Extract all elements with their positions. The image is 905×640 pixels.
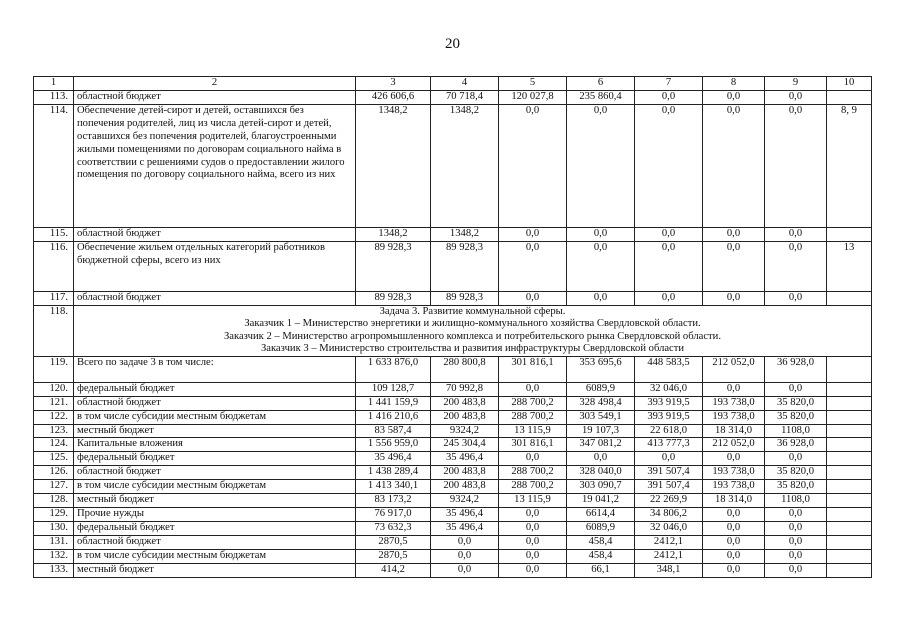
value-cell: 0,0	[499, 521, 567, 535]
table-row	[34, 452, 872, 466]
row-number: 133.	[34, 563, 74, 577]
header-cell: 4	[431, 77, 499, 91]
header-cell: 8	[703, 77, 765, 91]
value-cell: 0,0	[567, 241, 635, 291]
value-cell: 35 496,4	[431, 508, 499, 522]
value-cell: 0,0	[567, 291, 635, 305]
value-cell	[827, 396, 872, 410]
value-cell: 301 816,1	[499, 356, 567, 382]
value-cell	[827, 494, 872, 508]
value-cell: 0,0	[431, 563, 499, 577]
value-cell: 83 173,2	[356, 494, 431, 508]
value-cell: 19 041,2	[567, 494, 635, 508]
header-cell: 6	[567, 77, 635, 91]
table-row	[34, 104, 872, 227]
row-number: 126.	[34, 466, 74, 480]
row-label: областной бюджет	[74, 227, 356, 241]
value-cell: 0,0	[499, 227, 567, 241]
row-number: 115.	[34, 227, 74, 241]
table-row	[34, 521, 872, 535]
value-cell: 32 046,0	[635, 382, 703, 396]
value-cell: 414,2	[356, 563, 431, 577]
value-cell	[827, 563, 872, 577]
value-cell: 66,1	[567, 563, 635, 577]
value-cell: 0,0	[703, 452, 765, 466]
value-cell	[827, 227, 872, 241]
value-cell: 32 046,0	[635, 521, 703, 535]
value-cell: 0,0	[635, 291, 703, 305]
value-cell: 1 633 876,0	[356, 356, 431, 382]
value-cell: 0,0	[499, 535, 567, 549]
value-cell: 1348,2	[356, 227, 431, 241]
value-cell: 0,0	[635, 241, 703, 291]
value-cell: 0,0	[765, 227, 827, 241]
value-cell: 212 052,0	[703, 356, 765, 382]
row-label: областной бюджет	[74, 535, 356, 549]
table-row	[34, 291, 872, 305]
value-cell: 1 441 159,9	[356, 396, 431, 410]
row-number: 125.	[34, 452, 74, 466]
value-cell: 0,0	[765, 90, 827, 104]
value-cell: 35 496,4	[431, 452, 499, 466]
value-cell: 448 583,5	[635, 356, 703, 382]
value-cell: 120 027,8	[499, 90, 567, 104]
row-number: 128.	[34, 494, 74, 508]
value-cell: 0,0	[635, 452, 703, 466]
task-row	[34, 305, 872, 356]
value-cell: 1108,0	[765, 494, 827, 508]
value-cell: 0,0	[703, 227, 765, 241]
value-cell: 0,0	[499, 104, 567, 227]
task-line: Заказчик 3 – Министерство строительства и развития инфраструктуры Свердловской области	[260, 343, 685, 355]
row-label: областной бюджет	[74, 466, 356, 480]
header-cell: 9	[765, 77, 827, 91]
value-cell: 0,0	[499, 508, 567, 522]
value-cell: 391 507,4	[635, 466, 703, 480]
value-cell	[827, 508, 872, 522]
value-cell: 0,0	[567, 227, 635, 241]
value-cell: 0,0	[703, 104, 765, 227]
value-cell: 328 498,4	[567, 396, 635, 410]
table-row	[34, 535, 872, 549]
value-cell: 35 496,4	[431, 521, 499, 535]
row-label: местный бюджет	[74, 424, 356, 438]
value-cell: 2412,1	[635, 535, 703, 549]
table-row	[34, 480, 872, 494]
value-cell: 0,0	[499, 241, 567, 291]
row-number: 114.	[34, 104, 74, 227]
budget-table	[33, 76, 872, 578]
row-number: 127.	[34, 480, 74, 494]
value-cell: 0,0	[499, 549, 567, 563]
task-line: Заказчик 2 – Министерство агропромышленного комплекса и потребительского рынка Свердловской области.	[223, 330, 721, 342]
row-number: 121.	[34, 396, 74, 410]
value-cell: 89 928,3	[431, 291, 499, 305]
header-cell: 10	[827, 77, 872, 91]
value-cell: 34 806,2	[635, 508, 703, 522]
task-line: Заказчик 1 – Министерство энергетики и жилищно-коммунального хозяйства Свердловской области.	[244, 318, 701, 330]
value-cell: 0,0	[765, 452, 827, 466]
value-cell: 0,0	[703, 549, 765, 563]
table-row	[34, 356, 872, 382]
value-cell: 76 917,0	[356, 508, 431, 522]
page-number: 20	[445, 36, 460, 52]
row-number: 119.	[34, 356, 74, 382]
value-cell: 245 304,4	[431, 438, 499, 452]
value-cell: 288 700,2	[499, 480, 567, 494]
value-cell: 0,0	[703, 241, 765, 291]
value-cell: 89 928,3	[431, 241, 499, 291]
value-cell: 0,0	[499, 563, 567, 577]
value-cell: 36 928,0	[765, 356, 827, 382]
value-cell: 13 115,9	[499, 494, 567, 508]
value-cell: 280 800,8	[431, 356, 499, 382]
value-cell: 9324,2	[431, 494, 499, 508]
value-cell: 6089,9	[567, 521, 635, 535]
value-cell	[827, 90, 872, 104]
value-cell: 109 128,7	[356, 382, 431, 396]
value-cell: 0,0	[703, 521, 765, 535]
value-cell: 0,0	[765, 521, 827, 535]
value-cell: 413 777,3	[635, 438, 703, 452]
value-cell: 458,4	[567, 535, 635, 549]
row-label: местный бюджет	[74, 563, 356, 577]
header-cell: 1	[34, 77, 74, 91]
value-cell	[827, 480, 872, 494]
value-cell: 301 816,1	[499, 438, 567, 452]
value-cell: 35 820,0	[765, 480, 827, 494]
value-cell: 0,0	[431, 535, 499, 549]
table-row	[34, 508, 872, 522]
row-label: федеральный бюджет	[74, 521, 356, 535]
value-cell: 73 632,3	[356, 521, 431, 535]
value-cell: 1108,0	[765, 424, 827, 438]
table-row	[34, 438, 872, 452]
row-number: 124.	[34, 438, 74, 452]
value-cell: 353 695,6	[567, 356, 635, 382]
header-cell: 7	[635, 77, 703, 91]
value-cell	[827, 291, 872, 305]
row-number: 130.	[34, 521, 74, 535]
task-description	[74, 305, 872, 356]
value-cell: 70 992,8	[431, 382, 499, 396]
value-cell	[827, 535, 872, 549]
row-label: федеральный бюджет	[74, 452, 356, 466]
value-cell: 0,0	[567, 104, 635, 227]
value-cell: 0,0	[431, 549, 499, 563]
value-cell: 22 269,9	[635, 494, 703, 508]
value-cell	[827, 356, 872, 382]
value-cell: 9324,2	[431, 424, 499, 438]
row-label: областной бюджет	[74, 396, 356, 410]
row-label: Всего по задаче 3 в том числе:	[74, 356, 356, 382]
value-cell: 0,0	[703, 90, 765, 104]
value-cell: 393 919,5	[635, 396, 703, 410]
header-row	[34, 77, 872, 91]
row-label: Капитальные вложения	[74, 438, 356, 452]
value-cell: 0,0	[765, 241, 827, 291]
value-cell: 193 738,0	[703, 480, 765, 494]
value-cell: 1348,2	[431, 227, 499, 241]
value-cell: 13 115,9	[499, 424, 567, 438]
row-label: местный бюджет	[74, 494, 356, 508]
row-label: Прочие нужды	[74, 508, 356, 522]
value-cell: 0,0	[499, 452, 567, 466]
value-cell: 235 860,4	[567, 90, 635, 104]
row-number: 117.	[34, 291, 74, 305]
value-cell: 0,0	[635, 104, 703, 227]
value-cell: 35 820,0	[765, 396, 827, 410]
value-cell: 22 618,0	[635, 424, 703, 438]
value-cell: 426 606,6	[356, 90, 431, 104]
value-cell: 2412,1	[635, 549, 703, 563]
value-cell: 18 314,0	[703, 424, 765, 438]
task-line: Задача 3. Развитие коммунальной сферы.	[379, 305, 566, 317]
value-cell: 0,0	[499, 382, 567, 396]
value-cell: 0,0	[703, 382, 765, 396]
value-cell	[827, 466, 872, 480]
value-cell: 1348,2	[431, 104, 499, 227]
value-cell: 288 700,2	[499, 396, 567, 410]
value-cell	[827, 424, 872, 438]
value-cell: 288 700,2	[499, 410, 567, 424]
value-cell: 0,0	[765, 535, 827, 549]
value-cell: 200 483,8	[431, 396, 499, 410]
value-cell: 0,0	[703, 291, 765, 305]
value-cell	[827, 452, 872, 466]
value-cell: 1348,2	[356, 104, 431, 227]
value-cell: 18 314,0	[703, 494, 765, 508]
table-row	[34, 466, 872, 480]
value-cell: 0,0	[765, 104, 827, 227]
row-label: в том числе субсидии местным бюджетам	[74, 480, 356, 494]
value-cell: 2870,5	[356, 535, 431, 549]
row-label: в том числе субсидии местным бюджетам	[74, 549, 356, 563]
value-cell: 35 496,4	[356, 452, 431, 466]
value-cell: 0,0	[765, 291, 827, 305]
value-cell: 0,0	[635, 227, 703, 241]
value-cell: 6089,9	[567, 382, 635, 396]
value-cell: 458,4	[567, 549, 635, 563]
value-cell: 0,0	[765, 508, 827, 522]
table-row	[34, 227, 872, 241]
row-label: областной бюджет	[74, 90, 356, 104]
value-cell: 1 413 340,1	[356, 480, 431, 494]
value-cell: 36 928,0	[765, 438, 827, 452]
value-cell: 89 928,3	[356, 291, 431, 305]
table-row	[34, 424, 872, 438]
value-cell	[827, 521, 872, 535]
value-cell: 0,0	[765, 563, 827, 577]
table-row	[34, 90, 872, 104]
value-cell: 0,0	[765, 382, 827, 396]
row-number: 120.	[34, 382, 74, 396]
row-label: Обеспечение жильем отдельных категорий работников бюджетной сферы, всего из них	[74, 241, 356, 291]
value-cell: 70 718,4	[431, 90, 499, 104]
value-cell: 200 483,8	[431, 410, 499, 424]
value-cell: 6614,4	[567, 508, 635, 522]
row-label: федеральный бюджет	[74, 382, 356, 396]
value-cell: 8, 9	[827, 104, 872, 227]
value-cell: 83 587,4	[356, 424, 431, 438]
value-cell: 303 090,7	[567, 480, 635, 494]
value-cell: 288 700,2	[499, 466, 567, 480]
value-cell: 35 820,0	[765, 410, 827, 424]
header-cell: 2	[74, 77, 356, 91]
value-cell: 193 738,0	[703, 396, 765, 410]
row-number: 132.	[34, 549, 74, 563]
value-cell	[827, 410, 872, 424]
table-row	[34, 410, 872, 424]
value-cell: 0,0	[703, 563, 765, 577]
header-cell: 5	[499, 77, 567, 91]
value-cell: 1 416 210,6	[356, 410, 431, 424]
value-cell: 89 928,3	[356, 241, 431, 291]
header-cell: 3	[356, 77, 431, 91]
value-cell: 0,0	[765, 549, 827, 563]
row-number: 129.	[34, 508, 74, 522]
value-cell: 0,0	[703, 535, 765, 549]
row-number: 122.	[34, 410, 74, 424]
value-cell: 200 483,8	[431, 466, 499, 480]
table-row	[34, 396, 872, 410]
value-cell: 19 107,3	[567, 424, 635, 438]
row-number: 131.	[34, 535, 74, 549]
row-label: в том числе субсидии местным бюджетам	[74, 410, 356, 424]
value-cell: 391 507,4	[635, 480, 703, 494]
value-cell: 212 052,0	[703, 438, 765, 452]
value-cell: 0,0	[499, 291, 567, 305]
value-cell	[827, 438, 872, 452]
value-cell: 347 081,2	[567, 438, 635, 452]
value-cell: 200 483,8	[431, 480, 499, 494]
value-cell: 328 040,0	[567, 466, 635, 480]
value-cell: 393 919,5	[635, 410, 703, 424]
value-cell: 13	[827, 241, 872, 291]
table-row	[34, 494, 872, 508]
value-cell: 193 738,0	[703, 410, 765, 424]
table-row	[34, 241, 872, 291]
value-cell: 348,1	[635, 563, 703, 577]
value-cell: 35 820,0	[765, 466, 827, 480]
value-cell: 193 738,0	[703, 466, 765, 480]
value-cell	[827, 382, 872, 396]
row-number: 118.	[34, 305, 74, 356]
row-number: 116.	[34, 241, 74, 291]
value-cell	[827, 549, 872, 563]
value-cell: 1 556 959,0	[356, 438, 431, 452]
row-number: 123.	[34, 424, 74, 438]
value-cell: 0,0	[703, 508, 765, 522]
value-cell: 303 549,1	[567, 410, 635, 424]
table-row	[34, 549, 872, 563]
row-label: Обеспечение детей-сирот и детей, оставшихся без попечения родителей, лиц из числа детей-сирот и детей, оставшихся без попечения родителей, благоустроенными жилыми помещениями по договорам социального найма в соответствии с решениями судов о предоставлении жилого помещения по договору социального найма, всего из них	[74, 104, 356, 227]
row-number: 113.	[34, 90, 74, 104]
value-cell: 0,0	[567, 452, 635, 466]
value-cell: 1 438 289,4	[356, 466, 431, 480]
table-row	[34, 382, 872, 396]
row-label: областной бюджет	[74, 291, 356, 305]
table-row	[34, 563, 872, 577]
value-cell: 0,0	[635, 90, 703, 104]
value-cell: 2870,5	[356, 549, 431, 563]
